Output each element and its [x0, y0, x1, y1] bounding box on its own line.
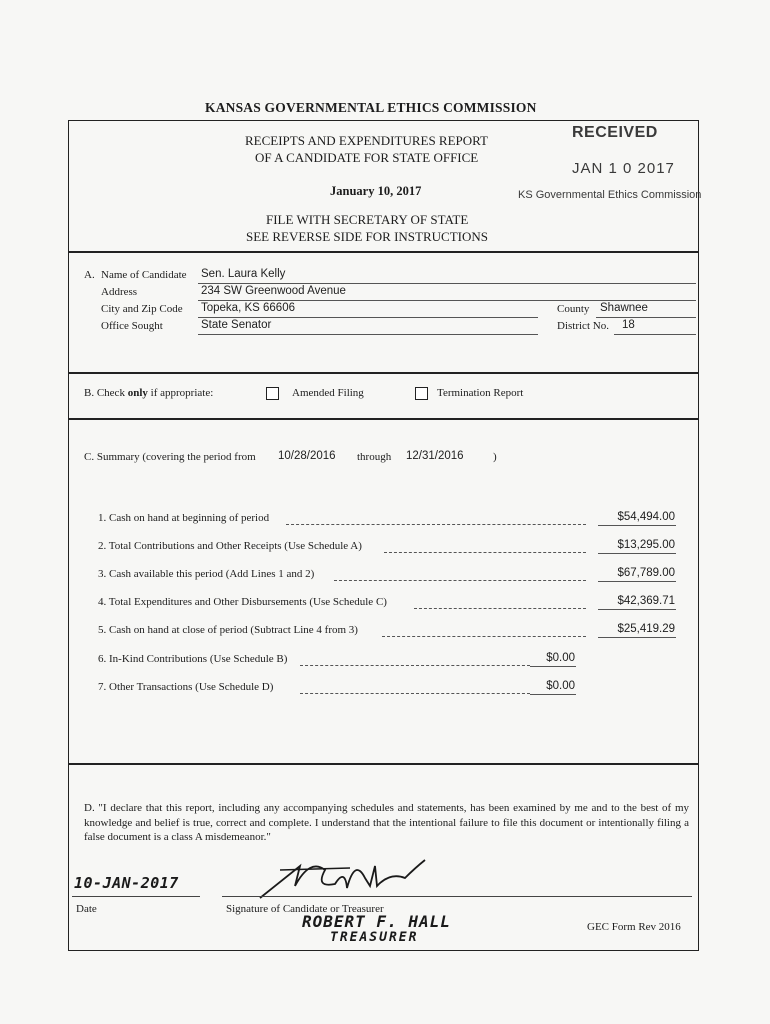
signature-stroke-2: [280, 868, 350, 870]
city-zip-rule: [198, 317, 538, 318]
district-value: 18: [622, 319, 635, 331]
candidate-name-value: Sen. Laura Kelly: [201, 268, 286, 280]
county-rule: [596, 317, 696, 318]
summary-line-2-label: 2. Total Contributions and Other Receipts (Use Schedule A): [98, 540, 362, 552]
signature-stroke-1: [260, 860, 425, 898]
summary-line-1-amount: $54,494.00: [617, 511, 675, 523]
summary-line-7-amount: $0.00: [546, 680, 575, 692]
summary-line-7-leader: [300, 693, 530, 694]
section-d-top-rule: [68, 763, 698, 765]
file-with-line-1: FILE WITH SECRETARY OF STATE: [266, 212, 469, 227]
frame-left-rule: [68, 120, 69, 950]
termination-report-label: Termination Report: [437, 387, 524, 399]
summary-line-3-amount: $67,789.00: [617, 567, 675, 579]
amended-filing-label: Amended Filing: [292, 387, 364, 399]
received-stamp-date: JAN 1 0 2017: [572, 160, 675, 177]
period-to-value: 12/31/2016: [406, 450, 464, 462]
signature-rule: [222, 896, 692, 897]
check-prefix: B. Check: [84, 387, 125, 399]
summary-line-2-amount: $13,295.00: [617, 539, 675, 551]
summary-line-4-amount: $42,369.71: [617, 595, 675, 607]
frame-bottom-rule: [68, 950, 699, 951]
candidate-name-label: Name of Candidate: [101, 269, 187, 281]
summary-line-7-label: 7. Other Transactions (Use Schedule D): [98, 681, 274, 693]
summary-line-1-leader: [286, 524, 586, 525]
report-title-line-1: RECEIPTS AND EXPENDITURES REPORT: [245, 133, 488, 148]
summary-line-6-rule: [530, 666, 576, 667]
summary-line-6-leader: [300, 665, 530, 666]
check-only: only: [127, 387, 148, 399]
date-rule: [72, 896, 200, 897]
city-zip-label: City and Zip Code: [101, 303, 183, 315]
summary-line-6-amount: $0.00: [546, 652, 575, 664]
district-label: District No.: [557, 320, 609, 332]
summary-line-3-label: 3. Cash available this period (Add Lines 1 and 2): [98, 568, 315, 580]
summary-line-4-label: 4. Total Expenditures and Other Disbursements (Use Schedule C): [98, 596, 387, 608]
summary-line-3-rule: [598, 581, 676, 582]
summary-line-1-rule: [598, 525, 676, 526]
termination-report-checkbox[interactable]: [415, 387, 428, 400]
office-sought-label: Office Sought: [101, 320, 163, 332]
county-value: Shawnee: [600, 302, 648, 314]
office-sought-value: State Senator: [201, 319, 272, 331]
received-stamp-agency: KS Governmental Ethics Commission: [518, 189, 702, 201]
report-date: January 10, 2017: [330, 184, 422, 198]
date-label: Date: [76, 903, 97, 915]
summary-line-5-leader: [382, 636, 586, 637]
district-rule: [614, 334, 696, 335]
form-revision: GEC Form Rev 2016: [587, 921, 681, 933]
summary-line-5-rule: [598, 637, 676, 638]
summary-line-5-label: 5. Cash on hand at close of period (Subtract Line 4 from 3): [98, 624, 358, 636]
check-suffix: if appropriate:: [150, 387, 214, 399]
summary-line-6-label: 6. In-Kind Contributions (Use Schedule B): [98, 653, 288, 665]
address-label: Address: [101, 286, 138, 298]
agency-title: KANSAS GOVERNMENTAL ETHICS COMMISSION: [205, 100, 537, 115]
section-b-top-rule: [68, 372, 698, 374]
report-title-line-2: OF A CANDIDATE FOR STATE OFFICE: [255, 150, 479, 165]
summary-prefix: C. Summary (covering the period from: [84, 451, 256, 463]
period-from-value: 10/28/2016: [278, 450, 336, 462]
amended-filing-checkbox[interactable]: [266, 387, 279, 400]
office-sought-rule: [198, 334, 538, 335]
summary-line-1-label: 1. Cash on hand at beginning of period: [98, 512, 270, 524]
frame-top-rule: [68, 120, 698, 121]
section-a-top-rule: [68, 251, 698, 253]
address-rule: [198, 300, 696, 301]
declaration-text: D. "I declare that this report, including any accompanying schedules and statements, has been examined by me and to the best of my knowledge and belief is true, correct and complete. I understand that the intentional failure to file this document or intentionally filing a false document is a class A misdemeanor.": [84, 802, 689, 843]
address-value: 234 SW Greenwood Avenue: [201, 285, 346, 297]
section-c-top-rule: [68, 418, 698, 420]
signature-scribble: [255, 848, 435, 908]
received-stamp-title: RECEIVED: [572, 124, 658, 141]
city-zip-value: Topeka, KS 66606: [201, 302, 295, 314]
close-paren: ): [493, 451, 497, 463]
county-label: County: [557, 303, 590, 315]
signature-label: Signature of Candidate or Treasurer: [226, 903, 384, 915]
candidate-name-rule: [198, 283, 696, 284]
signer-name: ROBERT F. HALL: [302, 912, 451, 931]
summary-line-5-amount: $25,419.29: [617, 623, 675, 635]
check-instruction: [84, 387, 213, 399]
summary-line-2-leader: [384, 552, 586, 553]
summary-line-4-leader: [414, 608, 586, 609]
summary-line-4-rule: [598, 609, 676, 610]
frame-right-rule: [698, 120, 699, 950]
handwritten-date: 10-JAN-2017: [74, 874, 179, 892]
summary-line-7-rule: [530, 694, 576, 695]
signer-title: TREASURER: [330, 930, 419, 945]
summary-line-3-leader: [334, 580, 586, 581]
summary-line-2-rule: [598, 553, 676, 554]
section-a-letter: A.: [84, 269, 95, 281]
file-with-line-2: SEE REVERSE SIDE FOR INSTRUCTIONS: [246, 229, 488, 244]
through-label: through: [357, 451, 392, 463]
